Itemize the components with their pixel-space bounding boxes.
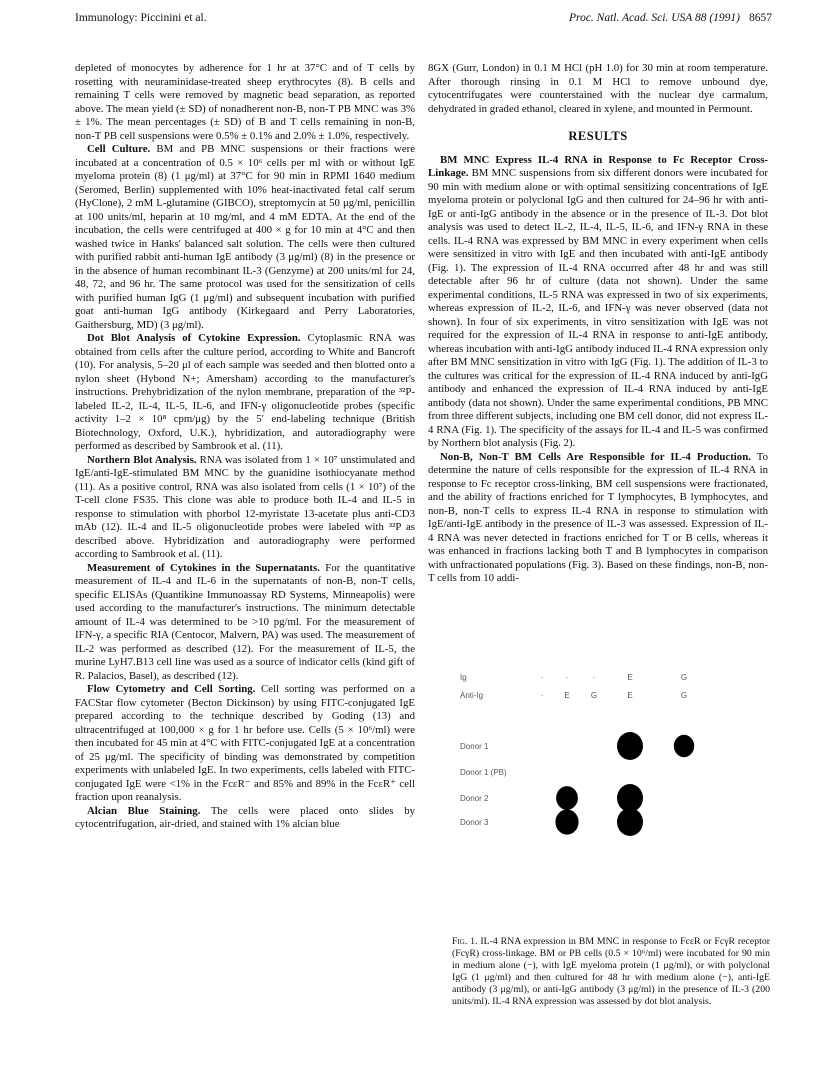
paragraph-text: The cells were placed onto slides by cytocentrifugation, air-dried, and stained with 1% alcian blue xyxy=(75,804,415,830)
section-heading: Non-B, Non-T BM Cells Are Responsible for IL-4 Production. xyxy=(440,450,751,463)
right-column xyxy=(428,62,768,586)
dot-blot-spot xyxy=(674,735,694,757)
ig-value-label: · xyxy=(592,673,596,682)
paragraph-flow-cytometry xyxy=(75,683,415,805)
paragraph-cytokine-measurement xyxy=(75,562,415,684)
paragraph-alcian-blue xyxy=(75,805,415,832)
paragraph-text: RNA was isolated from 1 × 10⁷ unstimulated and IgE/anti-IgE-stimulated BM MNC by the guanidine isothiocyanate method (11). As a positive control, RNA was also isolated from cells (1 × 10⁷) of the T-cell clone FS35. This clone was able to produce both IL-4 and IL-5 in response to stimulation with phorbol 12-myristate 13-acetate plus anti-CD3 mAb (12). IL-4 and IL-5 oligonucleotide probes were labeled with ³²P as described above. Hybridization and autoradiography were performed according to Sambrook et al. (11). xyxy=(75,453,415,560)
anti-ig-row-label: Anti-Ig xyxy=(460,691,484,700)
figure-1-dot-blot xyxy=(452,668,752,923)
paragraph-dot-blot xyxy=(75,332,415,454)
paragraph-text: For the quantitative measurement of IL-4 and IL-6 in the supernatants of non-B, non-T cells, specific ELISAs (Quantikine Immunoassay RD Systems, Minneapolis) were used according to the manufacturer's instructions. The minimum detectable amount of IL-4 was determined to be >10 pg/ml. For the measurement of IFN-γ, a specific RIA (Centocor, Malvern, PA) was used. The measurement of IL-2 was performed as described (12). For the measurement of IL-5, the murine LyH7.B13 cell line was used as a source of indicator cells (kind gift of R. Palacios, Basel), as described (12). xyxy=(75,561,415,682)
anti-ig-value-label: · xyxy=(540,691,544,700)
section-heading: Flow Cytometry and Cell Sorting. xyxy=(87,683,256,695)
donor-label: Donor 3 xyxy=(460,818,489,827)
anti-ig-value-label: G xyxy=(680,691,688,700)
anti-ig-value-label: E xyxy=(564,691,570,700)
donor-label: Donor 1 (PB) xyxy=(460,768,507,777)
dot-blot-svg xyxy=(452,668,752,923)
paragraph-text: BM and PB MNC suspensions or their fractions were incubated at a concentration of 0.5 × 10⁶ cells per ml with or without IgE myeloma protein (8) (1 μg/ml) at 37°C for 90 min in RPMI 1640 medium (Seromed, Berlin) supplemented with 10% heat-inactivated fetal calf serum (HyClone), 2 mM L-glutamine (GIBCO), streptomycin at 50 μg/ml, penicillin at 100 units/ml, heparin at 10 mg/ml, and 4 mM EDTA. At the end of the incubation, the cells were centrifuged at 400 × g for 10 min at 4°C and then washed twice in Hanks' balanced salt solution. The cells were then cultured with purified rabbit anti-human IgE antibody (3 μg/ml) (8) in the presence or in the absence of human recombinant IL-3 (Genzyme) at 200 units/ml for 24, 48, 72, and 96 hr. The same protocol was used for the sensitization of cells with purified human IgG (1 μg/ml) and subsequent incubation with purified goat anti-human IgG antibody (Kirkegaard and Perry Laboratories, Gaithersburg, MD) (3 μg/ml). xyxy=(75,143,416,331)
dot-blot-spot xyxy=(556,786,578,810)
section-heading: Measurement of Cytokines in the Supernatants. xyxy=(87,561,320,574)
running-header xyxy=(75,12,772,32)
donor-label: Donor 1 xyxy=(460,742,489,751)
header-journal-section: Immunology: Piccinini et al. xyxy=(75,12,207,24)
figure-caption xyxy=(452,936,770,1008)
section-heading: Cell Culture. xyxy=(87,143,151,155)
left-column xyxy=(75,62,415,832)
paragraph-text: Cytoplasmic RNA was obtained from cells after the culture period, according to White and Bancroft (10). For analysis, 5–20 μl of each sample was seeded and then blotted onto a nylon sheet (Hybond N+; Amersham) according to the manufacturer's instructions. Prehybridization of the nylon membrane, preparation of the ³²P-labeled IL-2, IL-4, IL-5, IL-6, and IFN-γ oligonucleotide probes (specific activity 1–2 × 10⁸ cpm/μg) by the 5′ end-labeling technique (British Biotechnology, Oxford, U.K.), hybridization, and autoradiography were performed as described by Sambrook et al. (11). xyxy=(75,332,415,452)
section-heading: BM MNC Express IL-4 RNA in Response to Fc Receptor Cross-Linkage. xyxy=(428,153,768,179)
header-citation: Proc. Natl. Acad. Sci. USA 88 (1991) xyxy=(569,12,740,24)
results-heading: RESULTS xyxy=(568,129,628,143)
paragraph-bm-mnc xyxy=(428,154,768,451)
dot-blot-spot xyxy=(617,808,643,836)
dot-blot-spot xyxy=(617,784,643,812)
ig-row-label: Ig xyxy=(460,673,467,682)
section-heading: Dot Blot Analysis of Cytokine Expression. xyxy=(87,332,301,344)
caption-text: IL-4 RNA expression in BM MNC in response to FcεR or FcγR receptor (FcγR) cross-linkage. BM or PB cells (0.5 × 10⁶/ml) were incubated for 90 min in medium alone (−), with IgE myeloma protein (1 μg/ml), or with polyclonal IgG (1 μg/ml) and then cultured for 48 hr with medium alone (−), anti-IgE antibody (3 μg/ml), or anti-IgG antibody (3 μg/ml) in the presence of IL-3 (200 units/ml). IL-4 RNA expression was assessed by dot blot analysis. xyxy=(452,936,770,1007)
donor-label: Donor 2 xyxy=(460,794,489,803)
caption-label: Fig. 1. xyxy=(452,936,478,947)
section-heading: Alcian Blue Staining. xyxy=(87,804,201,817)
ig-value-label: · xyxy=(565,673,569,682)
anti-ig-value-label: G xyxy=(590,691,598,700)
ig-value-label: E xyxy=(627,673,633,682)
paragraph-text: To determine the nature of cells responsible for the expression of IL-4 RNA in response to Fc receptor cross-linking, BM cell suspensions were fractionated, and the ability of fractions enriched for T lymphocytes, B lymphocytes, and non-B, non-T cells to express IL-4 RNA in response to stimulation with IgE/anti-IgE antibody in the presence of IL-3 was assessed. Expression of IL-4 RNA was never detected in fractions enriched for T or B cells, whereas it was enhanced in fractions lacking both T and B lymphocytes in comparison with unfractionated populations (Fig. 3). Based on these findings, non-B, non-T cells from 10 addi- xyxy=(428,450,768,584)
section-heading: Northern Blot Analysis. xyxy=(87,453,197,466)
paragraph-northern-blot xyxy=(75,454,415,562)
dot-blot-spot xyxy=(555,809,578,834)
ig-value-label: · xyxy=(540,673,544,682)
paragraph-cell-culture xyxy=(75,143,415,332)
dot-blot-spot xyxy=(617,732,643,760)
ig-value-label: G xyxy=(680,673,688,682)
paragraph-text: BM MNC suspensions from six different donors were incubated for 90 min with medium alone or with optimal sensitizing concentrations of IgE myeloma protein or polyclonal IgG and then cultured for 24–96 hr with anti-IgE or anti-IgG antibody in the absence or in the presence of IL-3. Dot blot analysis was used to detect IL-2, IL-4, IL-5, IL-6, and IFN-γ RNA in these cells. IL-4 RNA was expressed by BM MNC in every experiment when cells were sensitized in vitro with IgE and then incubated with anti-IgE antibody (Fig. 1). The expression of IL-4 RNA occurred after 48 hr and was still detectable after 96 hr of culture (data not shown). Under the same experimental conditions, IL-5 RNA was expressed in two of six experiments, whereas expression of IL-2, IL-6, and IFN-γ was never observed (data not shown). In four of six experiments, in vitro sensitization with IgE was not required for the expression of IL-4 RNA in response to anti-IgE antibody, whereas incubation with anti-IgG antibody induced IL-4 RNA expression only after BM MNC sensitization in vitro with IgG (Fig. 1). The addition of IL-3 to the cultures was critical for the expression of IL-4 RNA induced by anti-IgG antibody and enhanced the expression of IL-4 RNA induced by anti-IgE antibody (data not shown). Under the same experimental conditions, PB MNC from three different subjects, including one BM cell donor, did not express IL-4 RNA (Fig. 1). The specificity of the assays for IL-4 and IL-5 was confirmed by Northern blot analysis (Fig. 2). xyxy=(428,167,768,449)
paragraph-non-b-non-t xyxy=(428,451,768,586)
paragraph: 8GX (Gurr, London) in 0.1 M HCl (pH 1.0) for 30 min at room temperature. After thorough rinsing in 0.1 M HCl to remove unbound dye, cytocentrifugates were counterstained with the nuclear dye carmalum, dehydrated in graded ethanol, cleared in xylene, and mounted in Permount. xyxy=(428,62,768,115)
anti-ig-value-label: E xyxy=(627,691,633,700)
paragraph: depleted of monocytes by adherence for 1 hr at 37°C and of T cells by rosetting with neuraminidase-treated sheep erythrocytes (8). B cells and remaining T cells were removed by magnetic bead separation, as reported above. The mean yield (± SD) of nonadherent non-B, non-T PB MNC was 3% ± 1%. The mean percentages (± SD) of B and T cells remaining in non-B, non-T PB cell suspensions were 0.5% ± 0.1% and 2.0% ± 1.0%, respectively. xyxy=(75,62,415,142)
paragraph-text: Cell sorting was performed on a FACStar flow cytometer (Becton Dickinson) by using FITC-conjugated IgE prepared according to the technique described by Goding (13) and ultracentrifuged at 100,000 × g for 1 hr before use. Cells (5 × 10⁶/ml) were then incubated for 45 min at 4°C with FITC-conjugated IgE at a concentration of 25 μg/ml. The specificity of binding was demonstrated by competition experiments with unlabeled IgE. In two experiments, cells labeled with FITC-conjugated IgE were <1% in the FcεR⁻ and 85% and 89% in the FcεR⁺ cell fraction upon reanalysis. xyxy=(75,683,415,803)
page-number: 8657 xyxy=(749,12,772,24)
